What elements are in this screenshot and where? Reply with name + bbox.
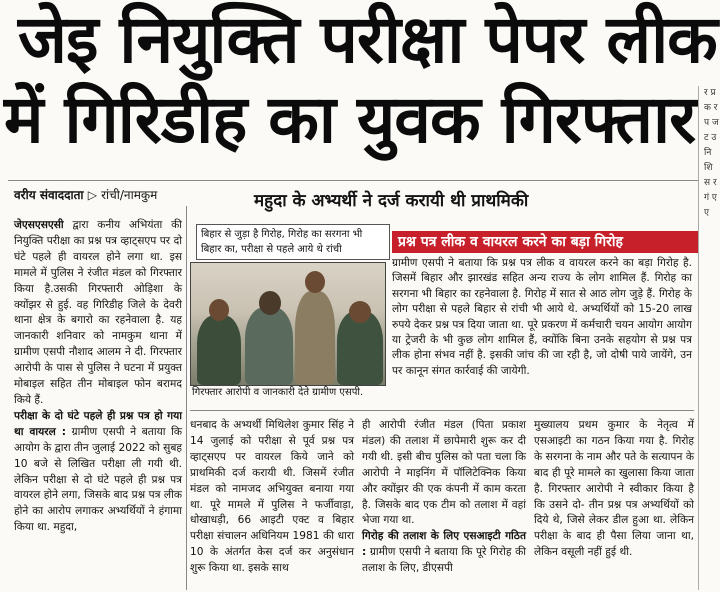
lead-word: जेएसएसएसी (14, 219, 64, 231)
divider (8, 180, 698, 181)
box-text: ग्रामीण एसपी ने बताया कि प्रश्न पत्र लीक व वायरल करने का बड़ा गिरोह है. जिसमें बिहार और झारखंड सहित अन्य राज्य के लोग शामिल हैं. गिरोह का सरगना भी बिहार का रहनेवाला है. गिरोह में सात से आठ लोग जुड़े हैं. गिरोह के लोग परीक्षा से पहले बिहार से रांची भी आये थे. अभ्यर्थियों को 15-20 लाख रुपये देकर प्रश्न पत्र दिया जाता था. पूरे प्रकरण में कर्मचारी चयन आयोग आयोग या ट्रेजरी के भी कुछ लोग शामिल हैं, क्योंकि बिना उनके सहयोग से प्रश्न पत्र लीक होना संभव नहीं है. इसकी जांच की जा रही है, जो दोषी पाये जायेंगे, उन पर कानून संगत कार्रवाई की जायेगी. (392, 257, 692, 377)
divider (190, 410, 694, 411)
box-title: प्रश्न पत्र लीक व वायरल करने का बड़ा गिरोह (392, 231, 698, 253)
paragraph: ग्रामीण एसपी ने बताया कि पूरे गिरोह की तलाश के लिए, डीएसपी (362, 546, 526, 575)
arrow-icon: ▷ (87, 188, 97, 202)
section-subhead: परीक्षा के दो घंटे पहले ही प्रश्न पत्र हो गया था वायरल : (14, 409, 182, 438)
column-2 (190, 418, 354, 577)
news-photo (190, 262, 386, 386)
section-subhead: गिरोह की तलाश के लिए एसआइटी गठित : (362, 530, 526, 559)
column-3 (362, 418, 526, 577)
column-1 (14, 218, 182, 536)
byline (14, 186, 157, 203)
headline-line-2: में गिरिडीह का युवक गिरफ्तार (4, 81, 696, 158)
column-divider (186, 206, 187, 590)
column-4 (534, 418, 694, 561)
reporter-name: वरीय संवाददाता (14, 188, 84, 202)
paragraph: द्वारा कनीय अभियंता की नियुक्ति परीक्षा का प्रश्न पत्र व्हाट्सएप पर दो घंटे पहले ही वायरल होने लगा था. इस मामले में पुलिस ने रंजीत मंडल को गिरफ्तार किया है.उसकी गिरफ्तारी ओड़िशा के क्योंझर से हुई. वह गिरिडीह जिले के देवरी थाना क्षेत्र के बगारो का रहनेवाला है. यह जानकारी शनिवार को नामकुम थाना में ग्रामीण एसपी नौशाद आलम ने दी. गिरफ्तार आरोपी के पास से पुलिस ने घटना में प्रयुक्त मोबाइल सहित तीन मोबाइल फोन बरामद किये हैं. (14, 219, 182, 406)
headline-line-1: जेइ नियुक्ति परीक्षा पेपर लीक (18, 1, 717, 78)
dateline-place: रांची/नामकुम (101, 188, 158, 202)
paragraph: धनबाद के अभ्यर्थी मिथिलेश कुमार सिंह ने 14 जुलाई को परीक्षा से पूर्व प्रश्न पत्र व्हाट्सएप पर वायरल किये जाने को प्राथमिकी दर्ज करायी थी. जिसमें रंजीत मंडल को नामजद अभियुक्त बनाया गया था. पूरे मामले में पुलिस ने फर्जीवाड़ा, धोखाधड़ी, 66 आइटी एक्ट व बिहार परीक्षा संचालन अधिनियम 1981 की धारा 10 के अंतर्गत केस दर्ज कर अनुसंधान शुरू किया था. इसके साथ (190, 419, 354, 575)
subheadline: महुदा के अभ्यर्थी ने दर्ज करायी थी प्राथमिकी (254, 191, 529, 211)
paragraph: ग्रामीण एसपी ने बताया कि आयोग के द्वारा तीन जुलाई 2022 को सुबह 10 बजे से लिखित परीक्षा ली गयी थी. लेकिन परीक्षा से दो घंटे पहले ही प्रश्न पत्र वायरल होने लगा, जिसके बाद प्रश्न पत्र लीक होने का आरोप लगाकर अभ्यर्थियों ने हंगामा किया था. महुदा, (14, 425, 182, 534)
photo-caption: गिरफ्तार आरोपी व जानकारी देते ग्रामीण एसपी. (192, 387, 364, 398)
paragraph: मुख्यालय प्रथम कुमार के नेतृत्व में एसआइटी का गठन किया गया है. गिरोह के सरगना के नाम और पते के सत्यापन के बाद ही पूरे मामले का खुलासा किया जाता है. गिरफ्तार आरोपी ने स्वीकार किया है कि उसने दो- तीन प्रश्न पत्र अभ्यर्थियों को दिये थे, जिसे लेकर डील हुआ था. लेकिन परीक्षा के बाद ही पैसा लिया जाना था, लेकिन वसूली नहीं हुई थी. (534, 419, 694, 559)
adjacent-article-fragment: र प्र क र प ज ट उ नि शि स र गं ए ए (704, 88, 719, 218)
column-divider (698, 86, 699, 590)
photo-top-caption: बिहार से जुड़ा है गिरोह, गिरोह का सरगना भी बिहार का, परीक्षा से पहले आये थे रांची (196, 224, 390, 260)
paragraph: ही आरोपी रंजीत मंडल (पिता प्रकाश मंडल) की तलाश में छापेमारी शुरू कर दी गयी थी. इसी बीच पुलिस को पता चला कि आरोपी ने माइनिंग में पॉलिटेक्निक किया और क्योंझर की एक कंपनी में काम करता है. जिसके बाद एक टीम को तलाश में वहां भेजा गया था. (362, 419, 526, 527)
